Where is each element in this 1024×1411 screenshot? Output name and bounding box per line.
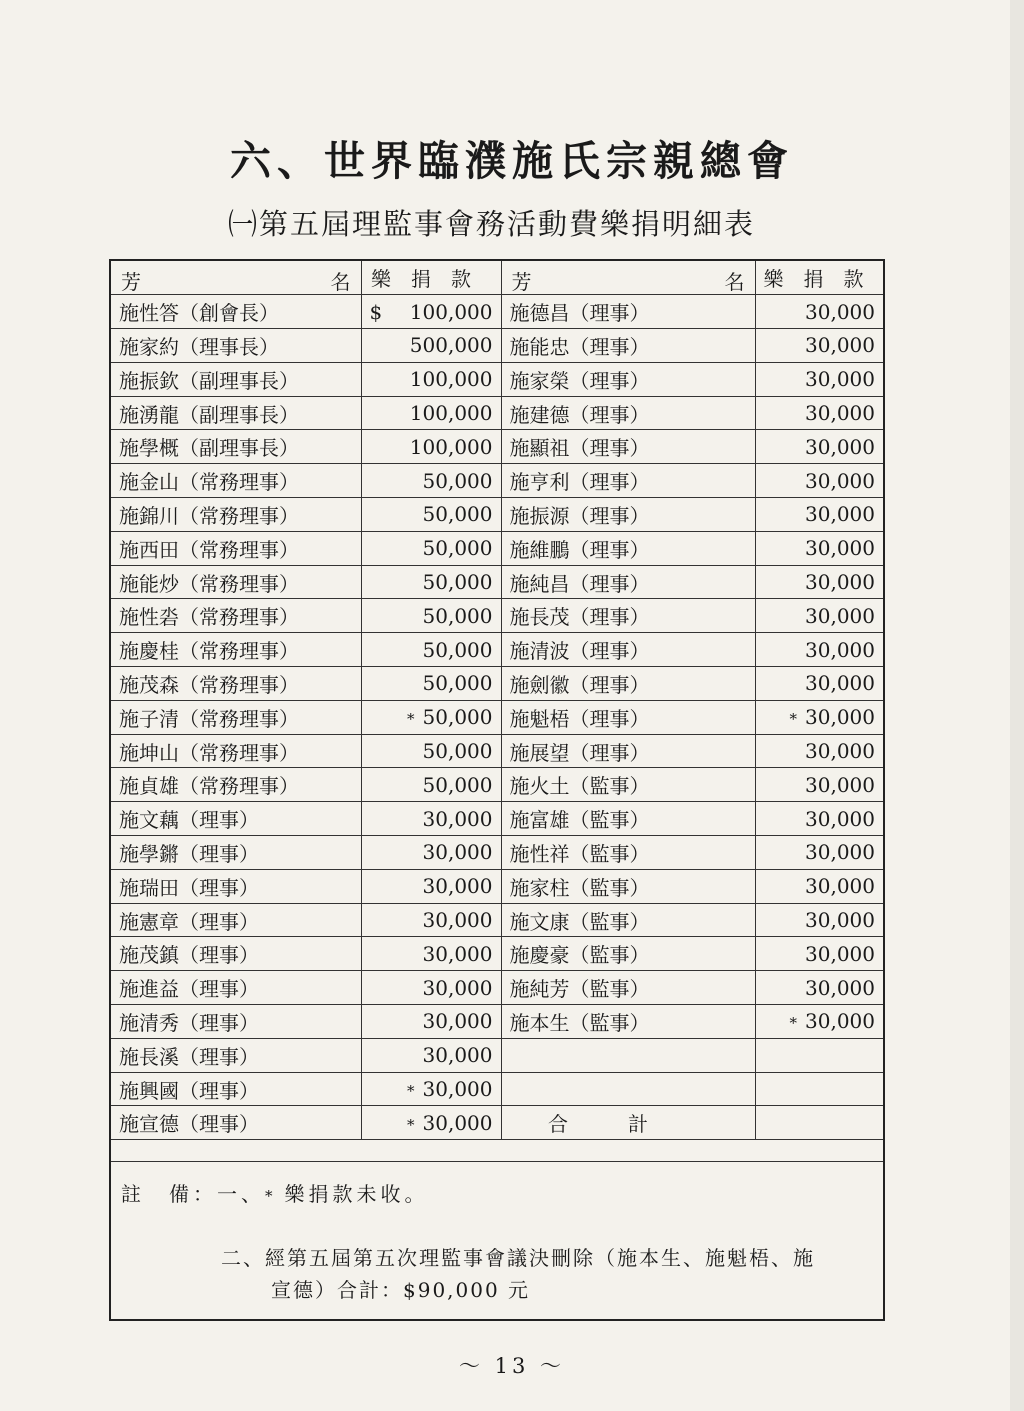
donation-amount xyxy=(361,802,501,836)
unpaid-star: * xyxy=(407,1082,415,1101)
header-amount-left: 樂捐款 xyxy=(361,261,501,295)
donor-name: 施瑞田（理事） xyxy=(111,869,361,903)
table-row xyxy=(111,1038,883,1072)
amount-value: 30,000 xyxy=(422,874,493,899)
amount-value: 30,000 xyxy=(805,570,875,595)
amount-value: 30,000 xyxy=(805,502,875,527)
donor-name: 施德昌（理事） xyxy=(501,295,755,329)
unpaid-star: * xyxy=(789,710,798,729)
donation-amount xyxy=(361,498,501,532)
donor-name: 施純昌（理事） xyxy=(501,565,755,599)
donor-name: 施清秀（理事） xyxy=(111,1005,361,1039)
donation-amount xyxy=(361,869,501,903)
donor-name: 施慶桂（常務理事） xyxy=(111,633,361,667)
table-row xyxy=(111,869,883,903)
donor-name xyxy=(501,1072,755,1106)
amount-value: 30,000 xyxy=(805,772,875,797)
amount-value: 30,000 xyxy=(422,1077,493,1102)
table-header-row xyxy=(111,261,883,295)
table-row xyxy=(111,700,883,734)
amount-value: 30,000 xyxy=(422,1043,493,1068)
donation-table xyxy=(111,261,883,1140)
donor-name: 施家約（理事長） xyxy=(111,329,361,363)
donor-name: 施慶豪（監事） xyxy=(501,937,755,971)
donation-amount xyxy=(361,667,501,701)
donor-name: 施性答（創會長） xyxy=(111,295,361,329)
amount-value: 30,000 xyxy=(805,367,875,392)
donation-amount xyxy=(361,1106,501,1140)
table-row xyxy=(111,633,883,667)
donor-name: 施劍徽（理事） xyxy=(501,667,755,701)
donation-amount xyxy=(361,971,501,1005)
notes-label: 註 備： xyxy=(121,1182,217,1206)
table-row xyxy=(111,937,883,971)
donation-amount xyxy=(755,633,883,667)
donor-name: 施性祥（監事） xyxy=(501,836,755,870)
donation-amount xyxy=(361,599,501,633)
amount-value: 50,000 xyxy=(422,502,493,527)
amount-value: 100,000 xyxy=(409,367,493,392)
donor-name: 施家榮（理事） xyxy=(501,362,755,396)
header-name-left-char: 芳 xyxy=(121,270,141,294)
donation-amount xyxy=(361,430,501,464)
donation-amount xyxy=(361,362,501,396)
donor-name: 施性沯（常務理事） xyxy=(111,599,361,633)
donation-amount xyxy=(755,464,883,498)
donation-amount xyxy=(755,667,883,701)
donor-name xyxy=(501,1038,755,1072)
donor-name: 施維鵬（理事） xyxy=(501,531,755,565)
amount-value: 50,000 xyxy=(422,705,493,730)
amount-value: 50,000 xyxy=(422,570,493,595)
amount-value: 100,000 xyxy=(409,401,493,426)
amount-value: 30,000 xyxy=(805,975,875,1000)
donor-name: 施展望（理事） xyxy=(501,734,755,768)
table-row xyxy=(111,802,883,836)
donor-name: 施茂森（常務理事） xyxy=(111,667,361,701)
donor-name: 施貞雄（常務理事） xyxy=(111,768,361,802)
donation-amount xyxy=(361,1038,501,1072)
amount-value: 100,000 xyxy=(409,434,493,459)
amount-value: 50,000 xyxy=(422,468,493,493)
header-name-left xyxy=(111,261,361,295)
unpaid-star: * xyxy=(407,1115,415,1134)
amount-value: 30,000 xyxy=(422,1110,493,1135)
donor-name: 施家柱（監事） xyxy=(501,869,755,903)
amount-value: 30,000 xyxy=(805,536,875,561)
donor-name: 施能忠（理事） xyxy=(501,329,755,363)
donor-name: 施憲章（理事） xyxy=(111,903,361,937)
table-row xyxy=(111,734,883,768)
donor-name: 施本生（監事） xyxy=(501,1005,755,1039)
donor-name: 施金山（常務理事） xyxy=(111,464,361,498)
donation-amount xyxy=(755,599,883,633)
donor-name: 施火土（監事） xyxy=(501,768,755,802)
donation-amount xyxy=(361,565,501,599)
amount-value: 30,000 xyxy=(805,401,875,426)
donation-amount xyxy=(361,633,501,667)
amount-value: 50,000 xyxy=(422,772,493,797)
table-row xyxy=(111,599,883,633)
donation-amount xyxy=(361,464,501,498)
header-name-right xyxy=(501,261,755,295)
table-row xyxy=(111,464,883,498)
donation-amount xyxy=(361,1005,501,1039)
donation-amount xyxy=(755,700,883,734)
amount-value: 30,000 xyxy=(805,603,875,628)
amount-value: 30,000 xyxy=(805,874,875,899)
amount-value: 500,000 xyxy=(409,333,493,358)
table-row xyxy=(111,329,883,363)
donation-amount xyxy=(755,903,883,937)
donor-name: 施西田（常務理事） xyxy=(111,531,361,565)
header-amount-right: 樂捐款 xyxy=(755,261,883,295)
donor-name: 施振源（理事） xyxy=(501,498,755,532)
donor-name: 施長茂（理事） xyxy=(501,599,755,633)
donation-amount xyxy=(755,802,883,836)
donation-amount xyxy=(361,396,501,430)
amount-value: 30,000 xyxy=(805,840,875,865)
amount-value: 30,000 xyxy=(422,1009,493,1034)
donation-amount xyxy=(361,734,501,768)
amount-value: 30,000 xyxy=(805,671,875,696)
amount-value: 30,000 xyxy=(805,705,875,730)
donation-amount xyxy=(361,295,501,329)
amount-value: 100,000 xyxy=(409,299,493,324)
donor-name: 施富雄（監事） xyxy=(501,802,755,836)
donation-amount xyxy=(755,295,883,329)
amount-value: 50,000 xyxy=(422,536,493,561)
donation-amount xyxy=(361,836,501,870)
donor-name: 施進益（理事） xyxy=(111,971,361,1005)
amount-value: 30,000 xyxy=(422,908,493,933)
page-edge xyxy=(1010,0,1024,1411)
table-row xyxy=(111,430,883,464)
donor-name: 施顯祖（理事） xyxy=(501,430,755,464)
donor-name: 施學鏘（理事） xyxy=(111,836,361,870)
donation-amount xyxy=(361,768,501,802)
amount-value: 30,000 xyxy=(805,941,875,966)
amount-value: 50,000 xyxy=(422,637,493,662)
note-1-text: 樂捐款未收。 xyxy=(284,1182,429,1206)
donation-amount xyxy=(755,734,883,768)
donation-amount xyxy=(755,1005,883,1039)
donor-name: 施文藕（理事） xyxy=(111,802,361,836)
amount-value: 30,000 xyxy=(805,468,875,493)
donation-table-frame xyxy=(109,259,885,1321)
note-1-prefix: 一、 xyxy=(217,1182,265,1206)
table-row xyxy=(111,1072,883,1106)
amount-value: 30,000 xyxy=(805,806,875,831)
donation-amount xyxy=(755,498,883,532)
header-name-right-char-2: 名 xyxy=(724,270,745,294)
total-amount xyxy=(755,1106,883,1140)
donation-amount xyxy=(755,531,883,565)
donor-name: 施坤山（常務理事） xyxy=(111,734,361,768)
amount-value: 30,000 xyxy=(422,941,493,966)
amount-value: 30,000 xyxy=(805,739,875,764)
amount-value: 30,000 xyxy=(422,975,493,1000)
donation-amount xyxy=(755,869,883,903)
donor-name: 施宣德（理事） xyxy=(111,1106,361,1140)
table-subtitle: ㈠第五屆理監事會務活動費樂捐明細表 xyxy=(228,207,756,241)
donation-amount xyxy=(755,971,883,1005)
amount-value: 30,000 xyxy=(805,637,875,662)
donation-amount xyxy=(755,565,883,599)
amount-value: 30,000 xyxy=(805,908,875,933)
table-row xyxy=(111,1106,883,1140)
donor-name: 施能炒（常務理事） xyxy=(111,565,361,599)
donor-name: 施振欽（副理事長） xyxy=(111,362,361,396)
donation-amount xyxy=(755,362,883,396)
note-2-line-1: 二、經第五屆第五次理監事會議決刪除（施本生、施魁梧、施 xyxy=(221,1246,815,1270)
amount-value: 30,000 xyxy=(805,333,875,358)
amount-value: 30,000 xyxy=(422,806,493,831)
unpaid-star: * xyxy=(407,710,415,729)
table-row xyxy=(111,1005,883,1039)
currency-symbol: $ xyxy=(369,299,383,324)
note-1 xyxy=(121,1178,429,1207)
donor-name: 施學概（副理事長） xyxy=(111,430,361,464)
donation-amount xyxy=(755,836,883,870)
donation-amount xyxy=(755,1038,883,1072)
donor-name: 施清波（理事） xyxy=(501,633,755,667)
donation-amount xyxy=(361,531,501,565)
note-2-line-2: 宣德）合計：$90,000 元 xyxy=(271,1278,531,1302)
donation-amount xyxy=(755,430,883,464)
donation-amount xyxy=(755,937,883,971)
table-row xyxy=(111,498,883,532)
donor-name: 施興國（理事） xyxy=(111,1072,361,1106)
donor-name: 施建德（理事） xyxy=(501,396,755,430)
table-row xyxy=(111,362,883,396)
donation-amount xyxy=(755,768,883,802)
table-row xyxy=(111,667,883,701)
amount-value: 30,000 xyxy=(422,840,493,865)
donation-amount xyxy=(755,396,883,430)
note-1-star: * xyxy=(265,1187,277,1205)
page-number: ～ 13 ～ xyxy=(458,1354,566,1378)
donation-amount xyxy=(361,1072,501,1106)
donor-name: 施茂鎮（理事） xyxy=(111,937,361,971)
table-row xyxy=(111,565,883,599)
donor-name: 施純芳（監事） xyxy=(501,971,755,1005)
donation-amount xyxy=(361,937,501,971)
amount-value: 50,000 xyxy=(422,739,493,764)
table-row xyxy=(111,836,883,870)
table-row xyxy=(111,295,883,329)
donation-amount xyxy=(361,903,501,937)
unpaid-star: * xyxy=(789,1014,798,1033)
donation-amount xyxy=(755,329,883,363)
donation-amount xyxy=(755,1072,883,1106)
donor-name: 施子清（常務理事） xyxy=(111,700,361,734)
donor-name: 施長溪（理事） xyxy=(111,1038,361,1072)
donor-name: 施亨利（理事） xyxy=(501,464,755,498)
donor-name: 施錦川（常務理事） xyxy=(111,498,361,532)
donation-amount xyxy=(361,700,501,734)
amount-value: 30,000 xyxy=(805,434,875,459)
amount-value: 50,000 xyxy=(422,603,493,628)
header-name-right-char: 名 xyxy=(330,270,351,294)
page-title: 六、世界臨濮施氏宗親總會 xyxy=(230,137,794,185)
table-row xyxy=(111,971,883,1005)
table-row xyxy=(111,903,883,937)
amount-value: 50,000 xyxy=(422,671,493,696)
note-2 xyxy=(221,1242,881,1306)
donation-amount xyxy=(361,329,501,363)
donor-name: 施文康（監事） xyxy=(501,903,755,937)
notes-section xyxy=(111,1161,883,1302)
table-row xyxy=(111,531,883,565)
donor-name: 施魁梧（理事） xyxy=(501,700,755,734)
amount-value: 30,000 xyxy=(805,1009,875,1034)
header-name-left-char-2: 芳 xyxy=(511,270,532,294)
amount-value: 30,000 xyxy=(805,299,875,324)
table-row xyxy=(111,396,883,430)
total-label: 合計 xyxy=(501,1106,755,1140)
donor-name: 施湧龍（副理事長） xyxy=(111,396,361,430)
table-row xyxy=(111,768,883,802)
